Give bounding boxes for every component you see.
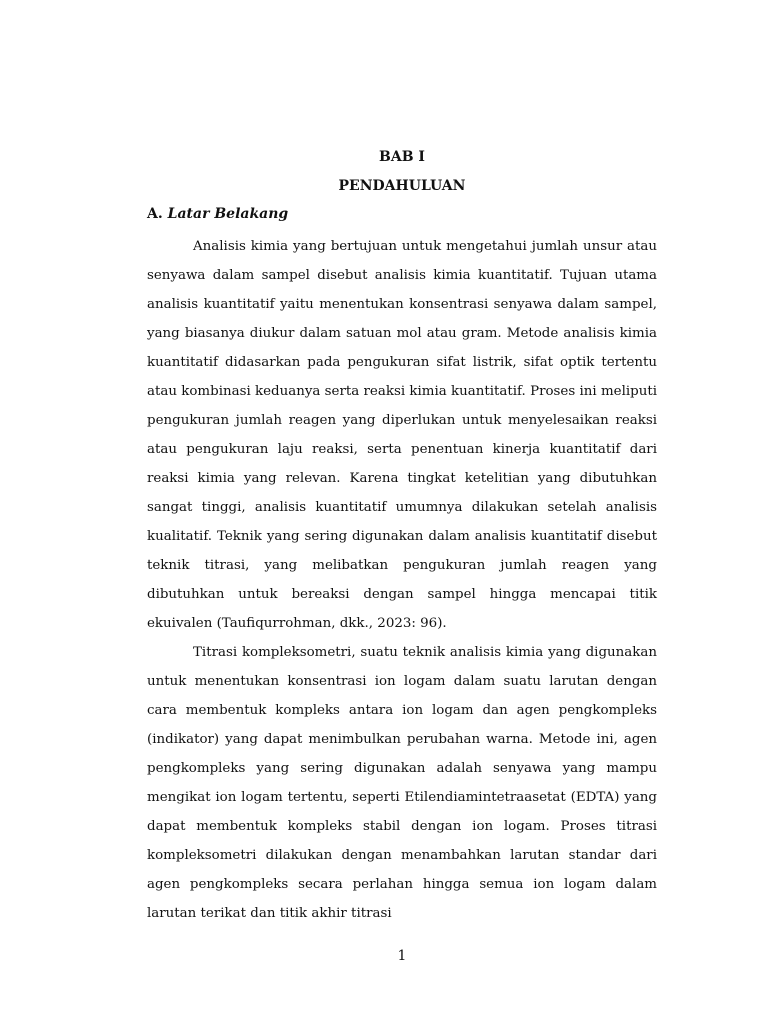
chapter-title: PENDAHULUAN [338, 178, 466, 194]
body-text [147, 232, 657, 928]
paragraph-1: Analisis kimia yang bertujuan untuk mengetahui jumlah unsur atau senyawa dalam sampel disebut analisis kimia kuantitatif. Tujuan utama analisis kuantitatif yaitu menentukan konsentrasi senyawa dalam sampel, yang biasanya diukur dalam satuan mol atau gram. Metode analisis kimia kuantitatif didasarkan pada pengukuran sifat listrik, sifat optik tertentu atau kombinasi keduanya serta reaksi kimia kuantitatif. Proses ini meliputi pengukuran jumlah reagen yang diperlukan untuk menyelesaikan reaksi atau pengukuran laju reaksi, serta penentuan kinerja kuantitatif dari reaksi kimia yang relevan. Karena tingkat ketelitian yang dibutuhkan sangat tinggi, analisis kuantitatif umumnya dilakukan setelah analisis kualitatif. Teknik yang sering digunakan dalam analisis kuantitatif disebut teknik titrasi, yang melibatkan pengukuran jumlah reagen yang dibutuhkan untuk bereaksi dengan sampel hingga mencapai titik ekuivalen (Taufiqurrohman, dkk., 2023: 96). [147, 239, 657, 631]
paragraph-2: Titrasi kompleksometri, suatu teknik analisis kimia yang digunakan untuk menentukan konsentrasi ion logam dalam suatu larutan dengan cara membentuk kompleks antara ion logam dan agen pengkompleks (indikator) yang dapat menimbulkan perubahan warna. Metode ini, agen pengkompleks yang sering digunakan adalah senyawa yang mampu mengikat ion logam tertentu, seperti Etilendiamintetraasetat (EDTA) yang dapat membentuk kompleks stabil dengan ion logam. Proses titrasi kompleksometri dilakukan dengan menambahkan larutan standar dari agen pengkompleks secara perlahan hingga semua ion logam dalam larutan terikat dan titik akhir titrasi [147, 645, 657, 921]
page-number: 1 [397, 948, 407, 964]
section-marker: A. [147, 206, 163, 222]
section-heading [147, 205, 288, 223]
chapter-number: BAB I [379, 149, 425, 165]
section-title: Latar Belakang [167, 206, 289, 222]
